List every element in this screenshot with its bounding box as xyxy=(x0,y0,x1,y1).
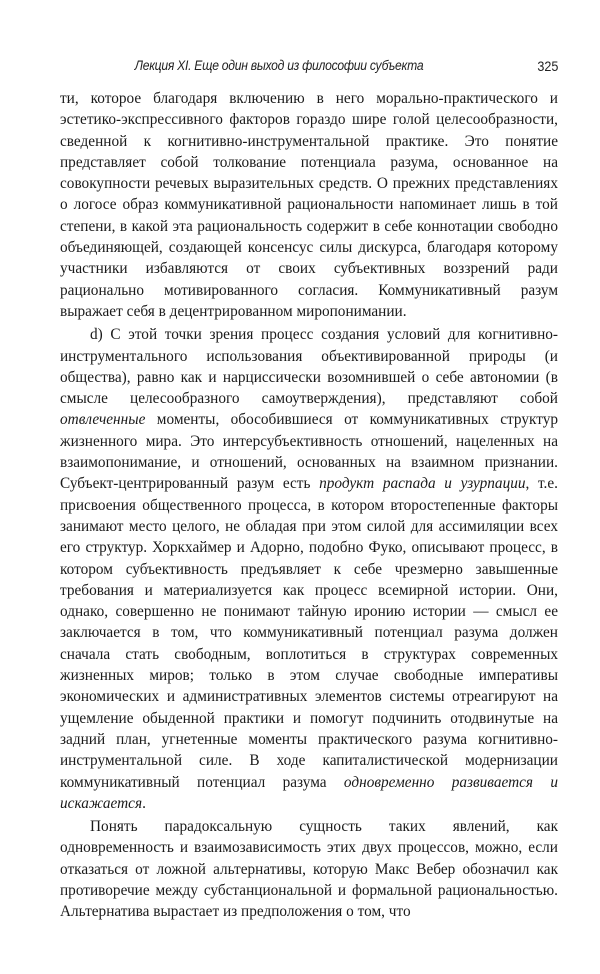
body-text xyxy=(60,88,558,923)
paragraph-2-text-d: . xyxy=(142,794,146,812)
running-head: Лекция XI. Еще один выход из философии субъекта xyxy=(134,58,424,73)
paragraph-2 xyxy=(60,324,558,814)
emphasis-produkt-raspada: продукт распада и узурпации xyxy=(319,475,526,493)
paragraph-3-text: Понять парадоксальную сущность таких явлений, как одновременность и взаимозависимость этих двух процессов, можно, если отказаться от ложной альтернативы, которую Макс Вебер обозначил как противоречие между субстанциональной и формальной рациональностью. Альтернатива вырастает из предположения о том, что xyxy=(60,818,558,921)
paragraph-1 xyxy=(60,88,558,322)
page-header xyxy=(60,58,558,82)
paragraph-2-text-c: , т.е. присвоения общественного процесса, в котором второстепенные факторы занимают место целого, не обладая при этом силой для ассимиляции всех его структур. Хоркхаймер и Адорно, подобно Фуко, описывают процесс, в котором субъективность предъявляет к себе чрезмерно завышенные требования и материализуется как процесс всемирной истории. Они, однако, совершенно не понимают тайную иронию истории — смысл ее заключается в том, что коммуникативный потенциал разума должен сначала стать свободным, воплотиться в структурах современных жизненных миров; только в этом случае свободные императивы экономических и административных элементов системы отреагируют на ущемление обыденной практики и помогут подчинить отодвинутые на задний план, угнетенные моменты практического разума когнитивно-инструментальной силе. В ходе капиталистической модернизации коммуникативный потенциал разума xyxy=(60,475,558,791)
paragraph-1-text: ти, которое благодаря включению в него морально-практического и эстетико-экспрессивного факторов гораздо шире голой целесообразности, сведенной к когнитивно-инструментальной практике. Это понятие представляет собой толкование потенциала разума, основанное на совокупности речевых выразительных средств. О прежних представлениях о логосе образ коммуникативной рациональности напоминает лишь в той степени, в какой эта рациональность содержит в себе коннотации свободно объединяющей, создающей консенсус силы дискурса, благодаря которому участники избавляются от своих субъективных воззрений ради рационально мотивированного согласия. Коммуникативный разум выражает себя в децентрированном миропонимании. xyxy=(60,90,558,320)
emphasis-otvlechennye: отвлеченные xyxy=(60,411,146,429)
paragraph-2-text-a: d) С этой точки зрения процесс создания условий для когнитивно-инструментального использования объективированной природы (и общества), равно как и нарциссически возомнившей о себе автономии (в смысле целесообразного самоутверждения), представляют собой xyxy=(60,326,558,408)
book-page xyxy=(60,58,558,958)
emphasis-odnovremenno: одновременно развивается и искажается xyxy=(60,773,558,812)
paragraph-3 xyxy=(60,816,558,922)
paragraph-2-text-b: моменты, обособившиеся от коммуникативных структур жизненного мира. Это интерсубъективность отношений, нацеленных на взаимопонимание, и отношений, основанных на взаимном признании. Субъект-центрированный разум есть xyxy=(60,411,558,493)
page-number: 325 xyxy=(536,58,558,74)
